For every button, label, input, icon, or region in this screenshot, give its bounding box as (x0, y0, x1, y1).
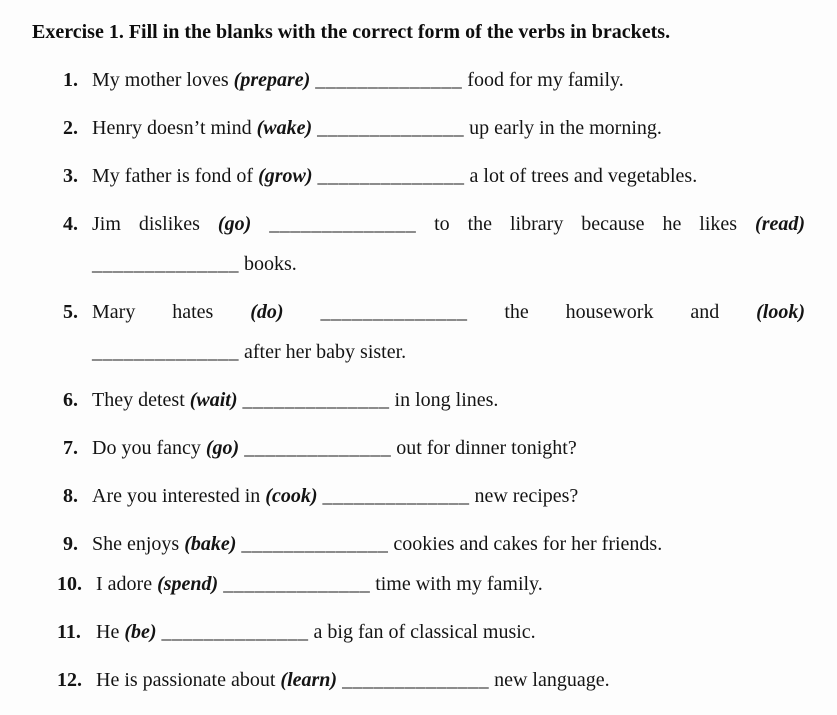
item-text: new recipes? (469, 485, 579, 507)
item-number: 9. (63, 533, 78, 555)
item-text: Mary hates (92, 301, 251, 323)
item-number: 11. (57, 621, 81, 643)
exercise-list (0, 60, 837, 700)
item-text: a lot of trees and vegetables. (464, 165, 698, 187)
item-text: My mother loves (92, 69, 234, 91)
item-text: They detest (92, 389, 190, 411)
fill-blank: ______________ (317, 165, 465, 187)
exercise-item (0, 380, 837, 420)
verb-hint: (read) (755, 213, 806, 235)
item-text: I adore (96, 573, 158, 595)
item-text: Jim dislikes (92, 213, 218, 235)
item-text (284, 301, 321, 323)
exercise-item (0, 156, 837, 196)
exercise-item (0, 428, 837, 468)
exercise-item (0, 204, 837, 284)
verb-hint: (do) (250, 301, 284, 323)
exercise-title: Exercise 1. Fill in the blanks with the correct form of the verbs in brackets. (32, 21, 671, 43)
exercise-item (0, 612, 837, 652)
verb-hint: (learn) (280, 669, 338, 691)
item-text: My father is fond of (92, 165, 259, 187)
item-number: 3. (63, 165, 78, 187)
fill-blank: ______________ (342, 669, 490, 691)
item-text: Henry doesn’t mind (92, 117, 257, 139)
fill-blank: ______________ (322, 485, 470, 507)
item-line (0, 476, 837, 516)
verb-hint: (bake) (184, 533, 237, 555)
item-text (251, 213, 269, 235)
item-text: Do you fancy (92, 437, 206, 459)
fill-blank: ______________ (244, 437, 392, 459)
fill-blank: ______________ (241, 533, 389, 555)
item-text: Are you interested in (92, 485, 266, 507)
item-text: cookies and cakes for her friends. (388, 533, 663, 555)
item-number: 1. (63, 69, 78, 91)
verb-hint: (look) (756, 301, 806, 323)
item-line (0, 612, 837, 652)
item-line (0, 244, 837, 284)
fill-blank: ______________ (242, 389, 390, 411)
item-text: She enjoys (92, 533, 185, 555)
fill-blank: ______________ (161, 621, 309, 643)
fill-blank: ______________ (315, 69, 463, 91)
item-number: 10. (57, 573, 82, 595)
exercise-item (0, 524, 837, 564)
item-line (0, 428, 837, 468)
verb-hint: (wait) (189, 389, 238, 411)
exercise-item (0, 60, 837, 100)
fill-blank: ______________ (320, 301, 468, 323)
item-number: 5. (63, 301, 78, 323)
fill-blank: ______________ (269, 213, 417, 235)
item-text: food for my family. (462, 69, 624, 91)
verb-hint: (grow) (258, 165, 313, 187)
verb-hint: (cook) (265, 485, 318, 507)
item-line (0, 60, 837, 100)
item-line (0, 660, 837, 700)
verb-hint: (prepare) (233, 69, 311, 91)
fill-blank: ______________ (317, 117, 465, 139)
exercise-item (0, 292, 837, 372)
item-line (0, 332, 837, 372)
fill-blank: ______________ (223, 573, 371, 595)
item-text: time with my family. (370, 573, 543, 595)
exercise-item (0, 476, 837, 516)
item-line (0, 524, 837, 564)
item-number: 7. (63, 437, 78, 459)
verb-hint: (be) (124, 621, 157, 643)
item-text: books. (239, 253, 297, 275)
verb-hint: (spend) (157, 573, 219, 595)
item-text: He (96, 621, 125, 643)
item-line (0, 204, 805, 244)
item-number: 4. (63, 213, 78, 235)
item-number: 6. (63, 389, 78, 411)
item-text: the housework and (467, 301, 757, 323)
verb-hint: (wake) (256, 117, 313, 139)
item-line (0, 564, 837, 604)
item-line (0, 292, 805, 332)
item-number: 2. (63, 117, 78, 139)
item-text: to the library because he likes (416, 213, 756, 235)
item-text: a big fan of classical music. (308, 621, 536, 643)
exercise-item (0, 564, 837, 604)
item-number: 8. (63, 485, 78, 507)
item-text: in long lines. (389, 389, 499, 411)
exercise-item (0, 108, 837, 148)
item-line (0, 156, 837, 196)
item-line (0, 380, 837, 420)
exercise-item (0, 660, 837, 700)
item-text: after her baby sister. (239, 341, 407, 363)
item-text: new language. (489, 669, 610, 691)
item-text: He is passionate about (96, 669, 281, 691)
fill-blank: ______________ (92, 341, 239, 363)
item-text: out for dinner tonight? (391, 437, 577, 459)
fill-blank: ______________ (92, 253, 239, 275)
verb-hint: (go) (217, 213, 252, 235)
item-line (0, 108, 837, 148)
item-text: up early in the morning. (464, 117, 662, 139)
item-number: 12. (57, 669, 82, 691)
verb-hint: (go) (205, 437, 240, 459)
